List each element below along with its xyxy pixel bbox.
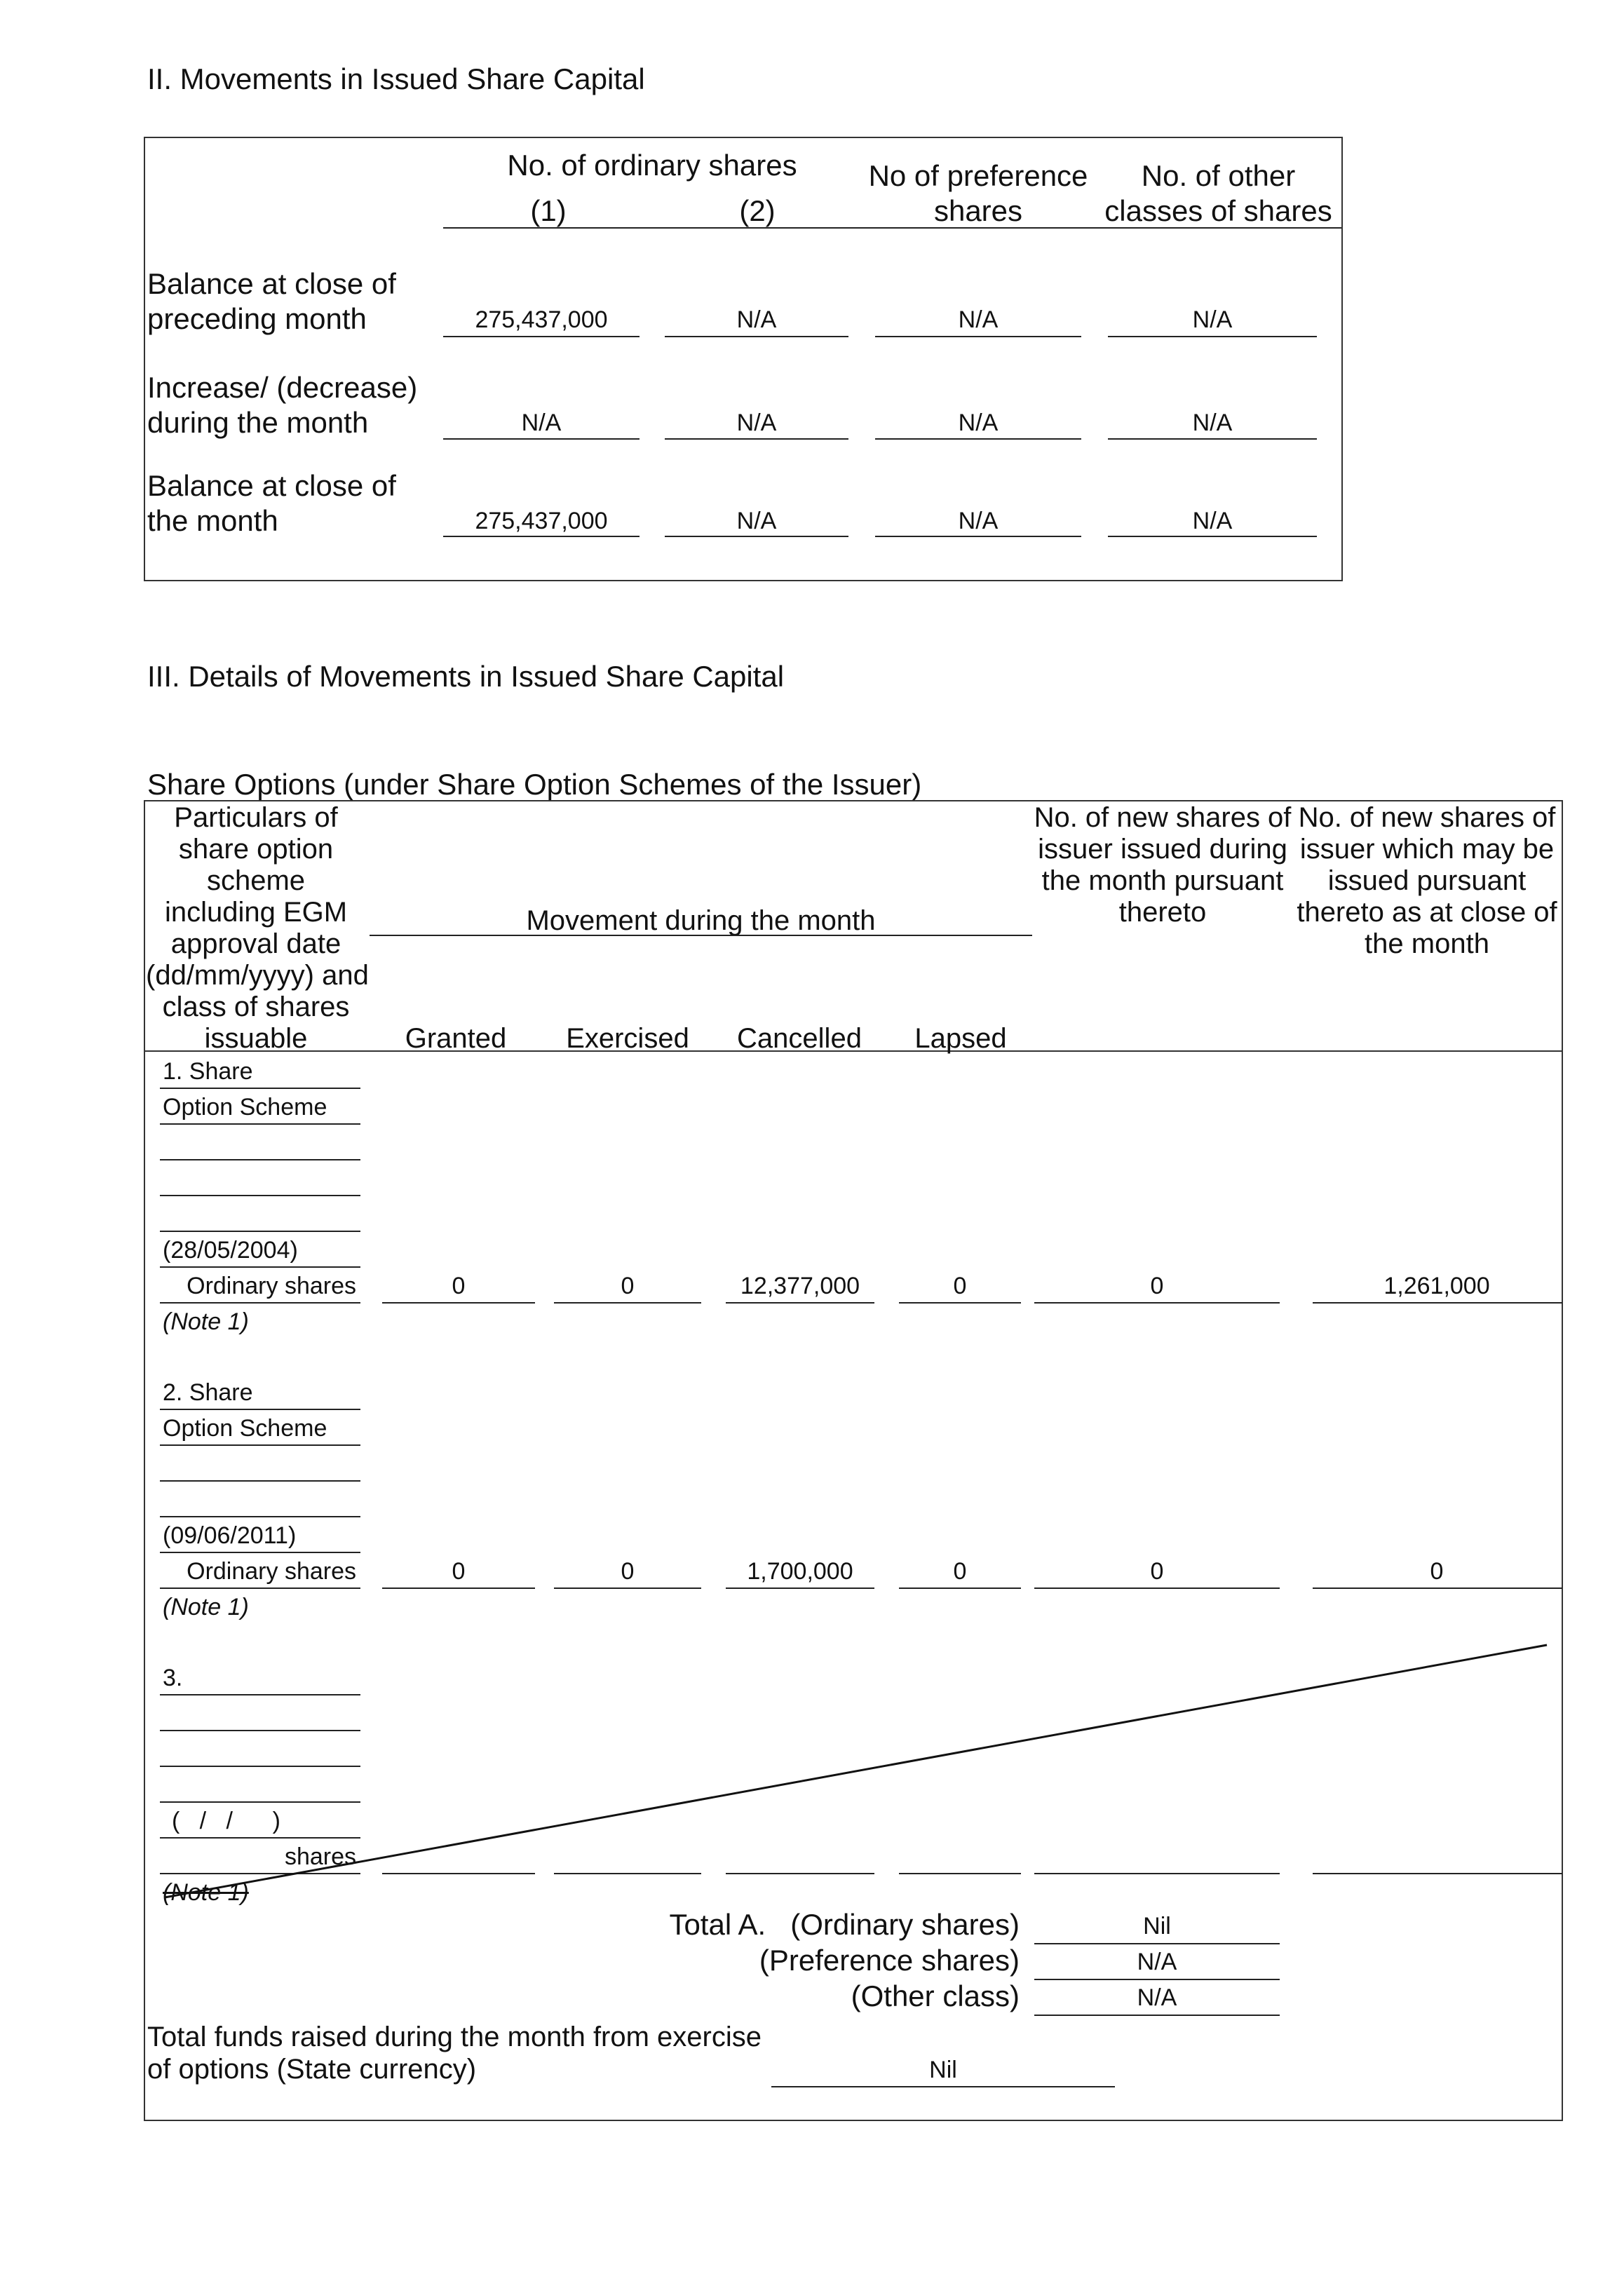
may-issue-header: issued pursuant	[1327, 865, 1527, 896]
cell-other: N/A	[1192, 306, 1233, 333]
field-underline	[771, 2086, 1115, 2087]
row-label: Balance at close of	[147, 469, 396, 502]
scheme-1-class: Ordinary shares	[187, 1273, 356, 1299]
header-ord-1: (1)	[530, 194, 567, 227]
scheme-1-line1: 1. Share	[163, 1058, 253, 1085]
particulars-header: class of shares	[162, 991, 350, 1022]
cell-other: N/A	[1192, 508, 1233, 534]
may-issue-header: thereto as at close of	[1297, 897, 1557, 928]
scheme-2-cancelled: 1,700,000	[747, 1558, 853, 1585]
scheme-1-lapsed: 0	[953, 1273, 967, 1299]
section-2-title: II. Movements in Issued Share Capital	[147, 62, 645, 95]
header-ordinary-shares: No. of ordinary shares	[507, 149, 797, 182]
funds-raised-label: of options (State currency)	[147, 2054, 477, 2085]
particulars-header: Particulars of	[174, 802, 338, 833]
new-issued-header: thereto	[1118, 897, 1207, 928]
cell-ord1: 275,437,000	[475, 508, 608, 534]
scheme-1-line2: Option Scheme	[163, 1094, 327, 1121]
header-lapsed: Lapsed	[914, 1023, 1007, 1054]
may-issue-header: No. of new shares of	[1298, 802, 1556, 833]
scheme-2-date: (09/06/2011)	[163, 1522, 297, 1549]
cell-ord1: N/A	[521, 409, 562, 436]
row-label: Balance at close of	[147, 267, 396, 300]
field-underline	[1034, 1943, 1280, 1944]
cell-ord2: N/A	[736, 508, 777, 534]
particulars-header: issuable	[204, 1023, 308, 1054]
total-other-value: N/A	[1137, 1984, 1177, 2011]
field-underline	[1034, 1979, 1280, 1980]
may-issue-header: issuer which may be	[1299, 834, 1555, 865]
scheme-2-class: Ordinary shares	[187, 1558, 356, 1585]
particulars-header: approval date	[170, 928, 341, 959]
movement-header: Movement during the month	[526, 905, 876, 936]
scheme-1-granted: 0	[452, 1273, 466, 1299]
scheme-2-note: (Note 1)	[163, 1594, 249, 1620]
header-exercised: Exercised	[566, 1023, 689, 1054]
scheme-1-may-issue: 1,261,000	[1383, 1273, 1490, 1299]
new-issued-header: the month pursuant	[1041, 865, 1284, 896]
scheme-2-may-issue: 0	[1430, 1558, 1444, 1585]
total-label: Total A.	[669, 1908, 766, 1941]
particulars-header: including EGM	[164, 897, 348, 928]
header-ord-2: (2)	[739, 194, 776, 227]
cell-other: N/A	[1192, 409, 1233, 436]
scheme-2-new-issued: 0	[1150, 1558, 1164, 1585]
new-issued-header: issuer issued during	[1038, 834, 1287, 865]
row-label: during the month	[147, 406, 369, 439]
total-other-label: (Other class)	[851, 1979, 1020, 2012]
cell-ord2: N/A	[736, 306, 777, 333]
scheme-1-exercised: 0	[621, 1273, 635, 1299]
scheme-1-cancelled: 12,377,000	[740, 1273, 860, 1299]
ordinary-label: (Ordinary shares)	[790, 1908, 1020, 1941]
section-3-title: III. Details of Movements in Issued Share Capital	[147, 660, 785, 693]
scheme-3-note: (Note 1)	[163, 1879, 249, 1906]
section-3-subtitle: Share Options (under Share Option Schemes of the Issuer)	[147, 768, 922, 801]
field-underline	[1034, 2015, 1280, 2016]
total-preference-label: (Preference shares)	[759, 1944, 1020, 1977]
header-preference-line2: shares	[933, 194, 1023, 227]
scheme-1-note: (Note 1)	[163, 1308, 249, 1335]
scheme-2-granted: 0	[452, 1558, 466, 1585]
scheme-3-class: shares	[284, 1843, 356, 1870]
header-other-line1: No. of other	[1141, 159, 1296, 192]
row-label: the month	[147, 504, 278, 537]
may-issue-header: the month	[1365, 928, 1489, 959]
scheme-1-date: (28/05/2004)	[163, 1237, 298, 1264]
total-ordinary-label	[561, 1910, 1020, 1939]
row-label: Increase/ (decrease)	[147, 371, 418, 404]
cell-pref: N/A	[958, 409, 999, 436]
header-cancelled: Cancelled	[737, 1023, 862, 1054]
cell-ord2: N/A	[736, 409, 777, 436]
scheme-3-line1: 3.	[163, 1665, 183, 1691]
scheme-2-exercised: 0	[621, 1558, 635, 1585]
cell-pref: N/A	[958, 508, 999, 534]
funds-raised-label: Total funds raised during the month from exercise	[147, 2022, 762, 2052]
new-issued-header: No. of new shares of	[1034, 802, 1292, 833]
header-preference-line1: No of preference	[868, 159, 1088, 192]
particulars-header: scheme	[206, 865, 306, 896]
header-other-line2: classes of shares	[1104, 194, 1332, 227]
particulars-header: (dd/mm/yyyy) and	[146, 960, 369, 991]
cell-ord1: 275,437,000	[475, 306, 608, 333]
scheme-3-date: ( / / )	[172, 1808, 280, 1834]
particulars-header: share option	[178, 834, 334, 865]
row-label: preceding month	[147, 302, 367, 335]
scheme-2-lapsed: 0	[953, 1558, 967, 1585]
scheme-2-line1: 2. Share	[163, 1379, 253, 1406]
header-granted: Granted	[405, 1023, 507, 1054]
scheme-2-line2: Option Scheme	[163, 1415, 327, 1442]
cell-pref: N/A	[958, 306, 999, 333]
total-preference-value: N/A	[1137, 1949, 1177, 1975]
scheme-1-new-issued: 0	[1150, 1273, 1164, 1299]
funds-raised-value: Nil	[929, 2057, 957, 2083]
total-ordinary-value: Nil	[1143, 1913, 1171, 1939]
